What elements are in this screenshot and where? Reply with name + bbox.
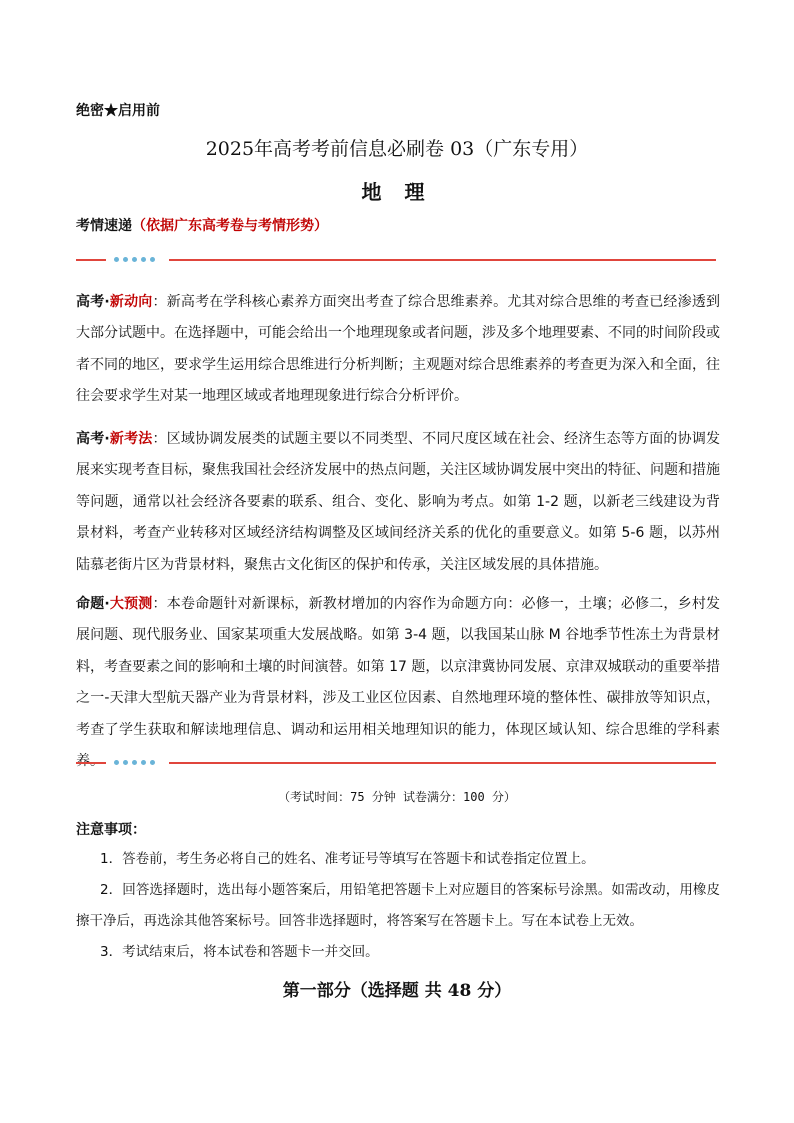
analysis-heading-note: （依据广东高考卷与考情形势） [132, 218, 328, 234]
divider-dot-icon [132, 257, 137, 262]
paragraph-tag-highlight: 大预测 [109, 596, 153, 612]
paragraph-body: ：新高考在学科核心素养方面突出考查了综合思维素养。尤其对综合思维的考查已经渗透到大部分试题中。在选择题中，可能会给出一个地理现象或者问题，涉及多个地理要素、不同的时间阶段或者不同的地区，要求学生运用综合思维进行分析判断；主观题对综合思维素养的考查更为深入和全面，往往会要求学生对某一地理区域或者地理现象进行综合分析评价。 [76, 294, 721, 405]
analysis-heading-text: 考情速递 [76, 218, 132, 234]
divider-dot-icon [123, 760, 128, 765]
divider-dot-icon [150, 760, 155, 765]
analysis-heading [76, 215, 328, 235]
divider-dot-icon [141, 257, 146, 262]
exam-time-info: （考试时间：75 分钟 试卷满分：100 分） [278, 790, 516, 804]
analysis-paragraph-method [76, 424, 720, 581]
paragraph-body: ：区域协调发展类的试题主要以不同类型、不同尺度区域在社会、经济生态等方面的协调发展来实现考查目标，聚焦我国社会经济发展中的热点问题，关注区域协调发展中突出的特征、问题和措施等问题，通常以社会经济各要素的联系、组合、变化、影响为考点。如第 1-2 题，以新老三线建设为背景材料，考查产业转移对区域经济结构调整及区域间经济关系的优化的重要意义。如第 5-6 题，以苏州陆慕老街片区为背景材料，聚焦古文化街区的保护和传承，关注区域发展的具体措施。 [76, 431, 721, 573]
divider-dots [114, 257, 166, 263]
divider-dot-icon [114, 257, 119, 262]
section-divider [76, 254, 716, 266]
paragraph-tag-highlight: 新考法 [109, 431, 153, 447]
part-one-heading: 第一部分（选择题 共 48 分） [282, 981, 512, 1001]
notice-item: 3．考试结束后，将本试卷和答题卡一并交回。 [100, 944, 379, 960]
notice-heading: 注意事项： [76, 822, 146, 838]
divider-dot-icon [114, 760, 119, 765]
divider-line-left [76, 762, 106, 764]
paragraph-tag-highlight: 新动向 [109, 294, 153, 310]
divider-dots [114, 760, 166, 766]
analysis-paragraph-forecast [76, 589, 720, 777]
paragraph-tag-prefix: 高考· [76, 431, 110, 447]
paragraph-tag-prefix: 高考· [76, 294, 110, 310]
divider-line-right [169, 259, 716, 261]
divider-line-left [76, 259, 106, 261]
analysis-paragraph-trend [76, 287, 720, 413]
paragraph-body: ：本卷命题针对新课标，新教材增加的内容作为命题方向：必修一，土壤；必修二，乡村发展问题、现代服务业、国家某项重大发展战略。如第 3-4 题，以我国某山脉 M 谷地季节性冻土为背景材料，考查要素之间的影响和土壤的时间演替。如第 17 题，以京津冀协同发展、京津双城联动的重要举措之一-天津大型航天器产业为背景材料，涉及工业区位因素、自然地理环境的整体性、碳排放等知识点，考查了学生获取和解读地理信息、调动和运用相关地理知识的能力，体现区域认知、综合思维的学科素 [76, 596, 721, 738]
subject-title: 地 理 [361, 180, 433, 204]
paragraph-tag-prefix: 命题· [76, 596, 110, 612]
exam-title: 2025年高考考前信息必刷卷 03（广东专用） [205, 138, 589, 160]
notice-item: 1．答卷前，考生务必将自己的姓名、准考证号等填写在答题卡和试卷指定位置上。 [100, 851, 595, 867]
section-divider [76, 757, 716, 769]
divider-dot-icon [123, 257, 128, 262]
divider-dot-icon [141, 760, 146, 765]
divider-dot-icon [150, 257, 155, 262]
divider-line-right [169, 762, 716, 764]
confidential-label: 绝密★启用前 [76, 103, 160, 119]
notice-item: 2．回答选择题时，选出每小题答案后，用铅笔把答题卡上对应题目的答案标号涂黑。如需改动，用橡皮擦干净后，再选涂其他答案标号。回答非选择题时，将答案写在答题卡上。写在本试卷上无效。 [76, 882, 720, 929]
divider-dot-icon [132, 760, 137, 765]
